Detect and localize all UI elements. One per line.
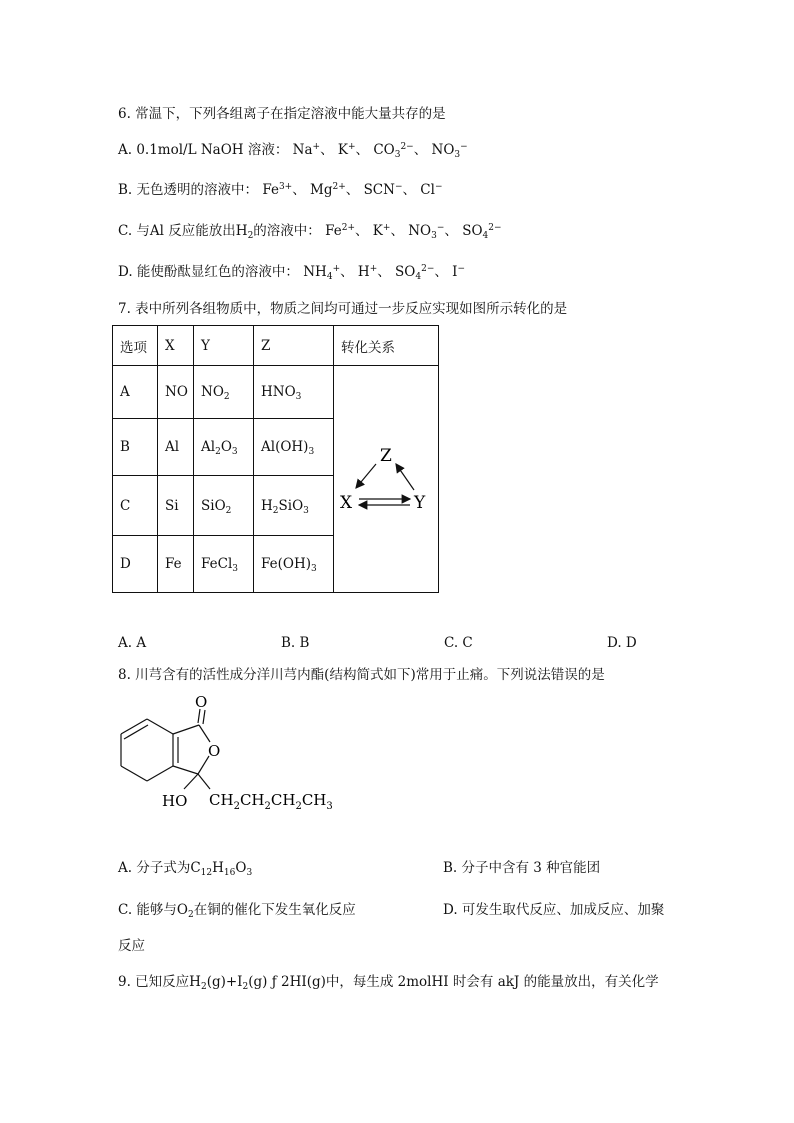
hydroxyl-group: HO <box>162 792 188 810</box>
q8-structure-formula <box>110 690 350 818</box>
diagram-label-z: Z <box>380 446 392 466</box>
cell-option: B <box>113 419 158 476</box>
cell-y: SiO$_2$ <box>194 476 254 535</box>
header-z: Z <box>254 326 334 366</box>
q8-option-b: B. 分子中含有 3 种官能团 <box>443 860 601 876</box>
q8-stem: 8. 川芎含有的活性成分洋川芎内酯(结构简式如下)常用于止痛。下列说法错误的是 <box>118 667 605 683</box>
q7-choice-d: D. D <box>607 635 637 651</box>
ring-oxygen: O <box>208 742 221 760</box>
cell-relation-diagram <box>334 366 439 593</box>
q6-option-d: D. 能使酚酞显红色的溶液中： $NH_4^+$、 H+、 $SO_4^{2-}$、 I− <box>118 264 466 282</box>
cell-y: $NO_2$ <box>194 366 254 419</box>
cell-z: $H_2SiO_3$ <box>254 476 334 535</box>
q8-option-c: C. 能够与$O_2$在铜的催化下发生氧化反应 <box>118 902 356 920</box>
cell-option: C <box>113 476 158 535</box>
q7-choice-c: C. C <box>444 635 473 651</box>
cell-y: $Al_2O_3$ <box>194 419 254 476</box>
arrow-z-to-x <box>356 464 376 488</box>
cell-option: D <box>113 535 158 592</box>
conversion-diagram <box>334 366 438 588</box>
structure-bonds <box>121 709 210 789</box>
header-option: 选项 <box>113 326 158 366</box>
q7-choice-a: A. A <box>118 635 147 651</box>
header-y: Y <box>194 326 254 366</box>
butyl-chain: $CH_2CH_2CH_2CH_3$ <box>209 791 333 812</box>
q8-option-d-continued: 反应 <box>118 938 145 954</box>
q9-stem: 9. 已知反应$H_2(g)+I_2(g)$ ƒ 2HI(g)中，每生成 2molHI 时会有 akJ 的能量放出，有关化学 <box>118 974 659 992</box>
cell-z: $Al(OH)_3$ <box>254 419 334 476</box>
q8-option-d: D. 可发生取代反应、加成反应、加聚 <box>443 902 665 918</box>
q7-stem: 7. 表中所列各组物质中，物质之间均可通过一步反应实现如图所示转化的是 <box>118 301 568 317</box>
cell-x: Al <box>158 419 194 476</box>
cell-option: A <box>113 366 158 419</box>
cell-z: $HNO_3$ <box>254 366 334 419</box>
header-x: X <box>158 326 194 366</box>
table-row <box>113 366 439 419</box>
q7-choice-b: B. B <box>281 635 310 651</box>
q6-option-a: A. 0.1mol/L NaOH 溶液： Na+、 K+、 $CO_3^{2-}$、 $NO_3^-$ <box>118 142 468 160</box>
diagram-label-y: Y <box>414 493 426 513</box>
q6-option-c: C. 与Al 反应能放出$H_2$的溶液中： $Fe^{2+}$、 K+、 $NO_3^-$、 $SO_4^{2-}$ <box>118 223 502 241</box>
arrow-y-to-z <box>396 464 414 490</box>
diagram-label-x: X <box>340 493 353 513</box>
q6-option-b: B. 无色透明的溶液中： $Fe^{3+}$、 $Mg^{2+}$、 SCN−、 Cl− <box>118 182 443 198</box>
cell-z: $Fe(OH)_3$ <box>254 535 334 592</box>
q7-table <box>112 325 439 593</box>
table-header-row <box>113 326 439 366</box>
cell-y: FeCl$_3$ <box>194 535 254 592</box>
q8-option-a: A. 分子式为$C_{12}H_{16}O_3$ <box>118 860 253 878</box>
q6-stem: 6. 常温下，下列各组离子在指定溶液中能大量共存的是 <box>118 106 446 122</box>
cell-x: Si <box>158 476 194 535</box>
header-relation: 转化关系 <box>334 326 439 366</box>
cell-x: NO <box>158 366 194 419</box>
carbonyl-oxygen: O <box>195 693 208 711</box>
cell-x: Fe <box>158 535 194 592</box>
